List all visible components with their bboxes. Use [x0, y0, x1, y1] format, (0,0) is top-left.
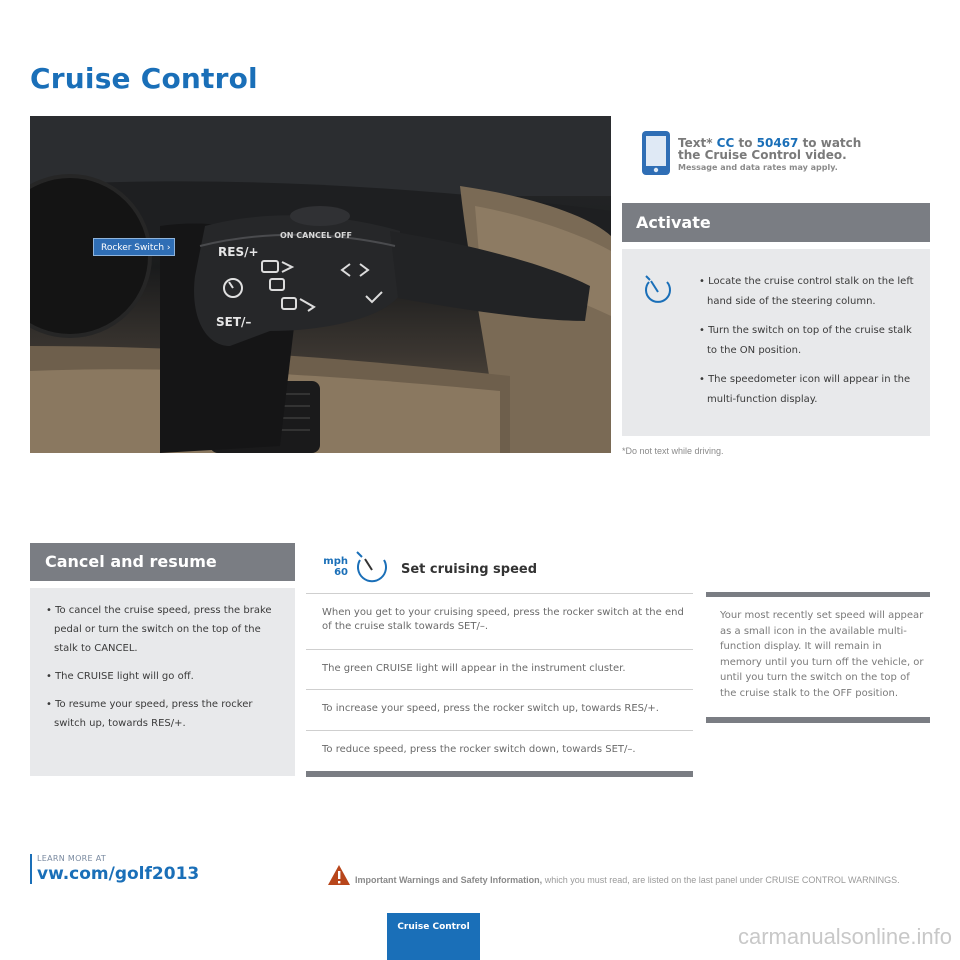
set-speed-paragraph: To increase your speed, press the rocker switch up, towards RES/+. — [322, 703, 659, 714]
learn-more-label: LEARN MORE AT — [37, 854, 107, 863]
set-speed-bottom-bar — [306, 771, 693, 777]
list-item: • Turn the switch on top of the cruise stalk to the ON position. — [699, 325, 912, 356]
learn-more-accent — [30, 854, 32, 884]
set-speed-paragraph: The green CRUISE light will appear in the instrument cluster. — [322, 663, 626, 674]
rates-note: Message and data rates may apply. — [678, 163, 838, 172]
note-bottom-bar — [706, 717, 930, 723]
list-item: • The CRUISE light will go off. — [46, 671, 194, 682]
set-speed-paragraph: To reduce speed, press the rocker switch down, towards SET/–. — [322, 744, 636, 755]
memory-note: Your most recently set speed will appear as a small icon in the available multi-function display. It will remain in memory until you turn off the vehicle, or until you turn the switch on the top of the cruise stalk to the OFF position. — [720, 610, 924, 699]
cancel-list — [44, 601, 274, 742]
learn-more-link[interactable]: vw.com/golf2013 — [37, 864, 200, 884]
rocker-switch-callout: Rocker Switch › — [93, 238, 175, 256]
activate-list — [697, 272, 917, 419]
set-speed-paragraph: When you get to your cruising speed, press the rocker switch at the end of the cruise stalk towards SET/–. — [322, 607, 684, 632]
tab-label: Cruise Control — [397, 922, 470, 932]
divider — [306, 649, 693, 650]
list-item: • The speedometer icon will appear in the multi-function display. — [699, 374, 911, 405]
list-item: • Locate the cruise control stalk on the left hand side of the steering column. — [699, 276, 914, 307]
set-speed-speedometer-icon — [354, 548, 390, 584]
cancel-heading: Cancel and resume — [45, 552, 217, 571]
activate-heading-bar — [622, 203, 930, 242]
divider — [306, 730, 693, 731]
list-item: • To cancel the cruise speed, press the brake pedal or turn the switch on the top of the stalk to CANCEL. — [46, 605, 272, 654]
cancel-heading-bar — [30, 543, 295, 581]
list-item: • To resume your speed, press the rocker switch up, towards RES/+. — [46, 699, 253, 729]
safety-warning-text: Important Warnings and Safety Information, which you must read, are listed on the last panel under CRUISE CONTROL WARNINGS. — [355, 875, 900, 885]
sms-number: 50467 — [756, 136, 799, 150]
stalk-set-label: SET/– — [216, 315, 252, 329]
stalk-res-label: RES/+ — [218, 245, 259, 259]
note-top-bar — [706, 592, 930, 597]
speedometer-icon — [643, 272, 673, 306]
page-title: Cruise Control — [30, 62, 258, 95]
disclaimer: *Do not text while driving. — [622, 446, 724, 456]
stalk-on-cancel-off: ON CANCEL OFF — [280, 231, 352, 240]
divider — [306, 593, 693, 594]
sms-keyword: CC — [716, 136, 735, 150]
phone-icon — [641, 130, 671, 176]
tab-cruise-control[interactable] — [387, 913, 480, 960]
text-promo: Text* CC to 50467 to watch the Cruise Control video. Message and data rates may apply. — [678, 137, 928, 173]
activate-heading: Activate — [636, 213, 711, 232]
warning-icon — [327, 864, 351, 886]
set-speed-heading: Set cruising speed — [401, 562, 538, 577]
divider — [306, 689, 693, 690]
mph-speed-label: mph 60 — [323, 556, 348, 578]
cruise-stalk-photo — [30, 116, 611, 453]
watermark: carmanualsonline.info — [737, 924, 952, 949]
